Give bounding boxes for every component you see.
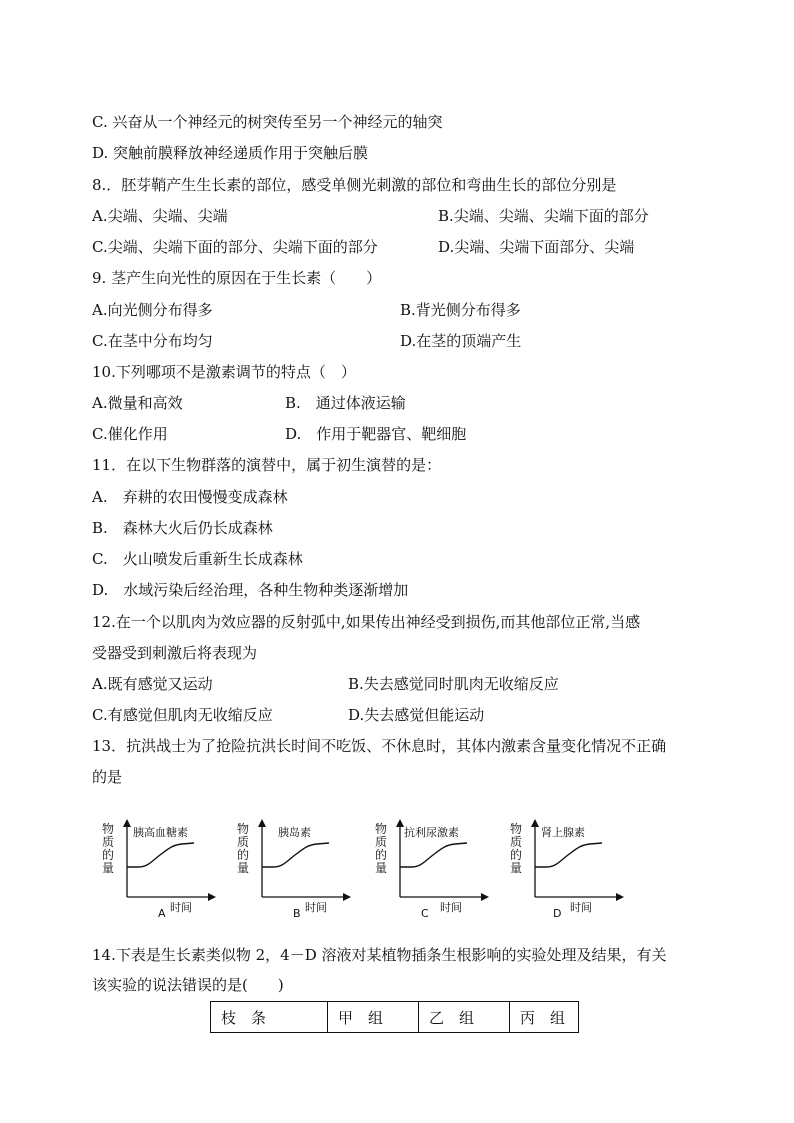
- q11-option-a: A. 弃耕的农田慢慢变成森林: [92, 488, 288, 506]
- q9-option-b: B.背光侧分布得多: [400, 301, 521, 319]
- x-axis-label: 时间: [170, 901, 192, 914]
- q11-stem: 11．在以下生物群落的演替中，属于初生演替的是：: [92, 456, 442, 474]
- q10-option-b: B. 通过体液运输: [285, 394, 406, 412]
- q10-stem: 10.下列哪项不是激素调节的特点（ ）: [92, 363, 356, 381]
- curve-line: [262, 843, 329, 867]
- q13-graph-a: [100, 815, 220, 925]
- table-header-cell: 乙 组: [419, 1002, 510, 1033]
- x-axis-label: 时间: [305, 901, 327, 914]
- option-letter: D: [553, 907, 562, 920]
- table-header-row: [211, 1002, 579, 1033]
- q10-option-d: D. 作用于靶器官、靶细胞: [285, 425, 467, 443]
- q7-option-c: C. 兴奋从一个神经元的树突传至另一个神经元的轴突: [92, 113, 443, 131]
- q8-option-b: B.尖端、尖端、尖端下面的部分: [438, 207, 649, 225]
- graph-title: 胰岛素: [278, 826, 311, 839]
- q13-graph-b: [235, 815, 355, 925]
- q13-graph-options: [100, 815, 700, 925]
- q12-stem-line2: 受器受到刺激后将表现为: [92, 644, 258, 662]
- q11-option-c: C. 火山喷发后重新生长成森林: [92, 550, 303, 568]
- q11-option-b: B. 森林大火后仍长成森林: [92, 519, 273, 537]
- q13-graph-d: [508, 815, 628, 925]
- q9-option-d: D.在茎的顶端产生: [400, 332, 522, 350]
- curve-line: [400, 843, 467, 867]
- option-letter: B: [293, 907, 301, 920]
- q10-option-a: A.微量和高效: [92, 394, 183, 412]
- q13-graph-c: [373, 815, 493, 925]
- option-letter: C: [421, 907, 429, 920]
- q9-option-a: A.向光侧分布得多: [92, 301, 213, 319]
- q8-option-c: C.尖端、尖端下面的部分、尖端下面的部分: [92, 238, 378, 256]
- q14-results-table: [210, 1001, 579, 1033]
- table-header-cell: 枝 条: [211, 1002, 328, 1033]
- y-axis-label: 物质的量: [375, 822, 388, 875]
- curve-line: [535, 843, 602, 867]
- x-axis-label: 时间: [440, 901, 462, 914]
- q11-option-d: D. 水域污染后经治理，各种生物种类逐渐增加: [92, 581, 409, 599]
- q7-option-d: D. 突触前膜释放神经递质作用于突触后膜: [92, 144, 369, 162]
- q12-option-a: A.既有感觉又运动: [92, 675, 213, 693]
- q12-option-b: B.失去感觉同时肌肉无收缩反应: [348, 675, 559, 693]
- table-header-cell: 丙 组: [510, 1002, 579, 1033]
- q12-option-d: D.失去感觉但能运动: [348, 706, 485, 724]
- q9-option-c: C.在茎中分布均匀: [92, 332, 213, 350]
- curve-line: [127, 843, 194, 867]
- graph-title: 肾上腺素: [541, 826, 585, 839]
- y-axis-label: 物质的量: [510, 822, 523, 875]
- q12-option-c: C.有感觉但肌肉无收缩反应: [92, 706, 273, 724]
- q13-stem-line1: 13．抗洪战士为了抢险抗洪长时间不吃饭、不休息时，其体内激素含量变化情况不正确: [92, 737, 667, 755]
- graph-title: 抗利尿激素: [404, 826, 459, 839]
- q14-stem-line2: 该实验的说法错误的是( ): [92, 976, 284, 994]
- q8-option-a: A.尖端、尖端、尖端: [92, 207, 228, 225]
- y-axis-label: 物质的量: [102, 822, 115, 875]
- q9-stem: 9. 茎产生向光性的原因在于生长素（ ）: [92, 269, 382, 287]
- q8-option-d: D.尖端、尖端下面部分、尖端: [438, 238, 635, 256]
- table-header-cell: 甲 组: [328, 1002, 419, 1033]
- x-axis-label: 时间: [570, 901, 592, 914]
- q14-stem-line1: 14.下表是生长素类似物 2，4－D 溶液对某植物插条生根影响的实验处理及结果，有关: [92, 946, 667, 964]
- q13-stem-line2: 的是: [92, 768, 123, 786]
- option-letter: A: [158, 907, 166, 920]
- y-axis-label: 物质的量: [237, 822, 250, 875]
- q8-stem: 8.．胚芽鞘产生生长素的部位，感受单侧光刺激的部位和弯曲生长的部位分别是: [92, 176, 617, 194]
- q10-option-c: C.催化作用: [92, 425, 168, 443]
- q12-stem-line1: 12.在一个以肌肉为效应器的反射弧中,如果传出神经受到损伤,而其他部位正常,当感: [92, 613, 641, 631]
- graph-title: 胰高血糖素: [133, 826, 188, 839]
